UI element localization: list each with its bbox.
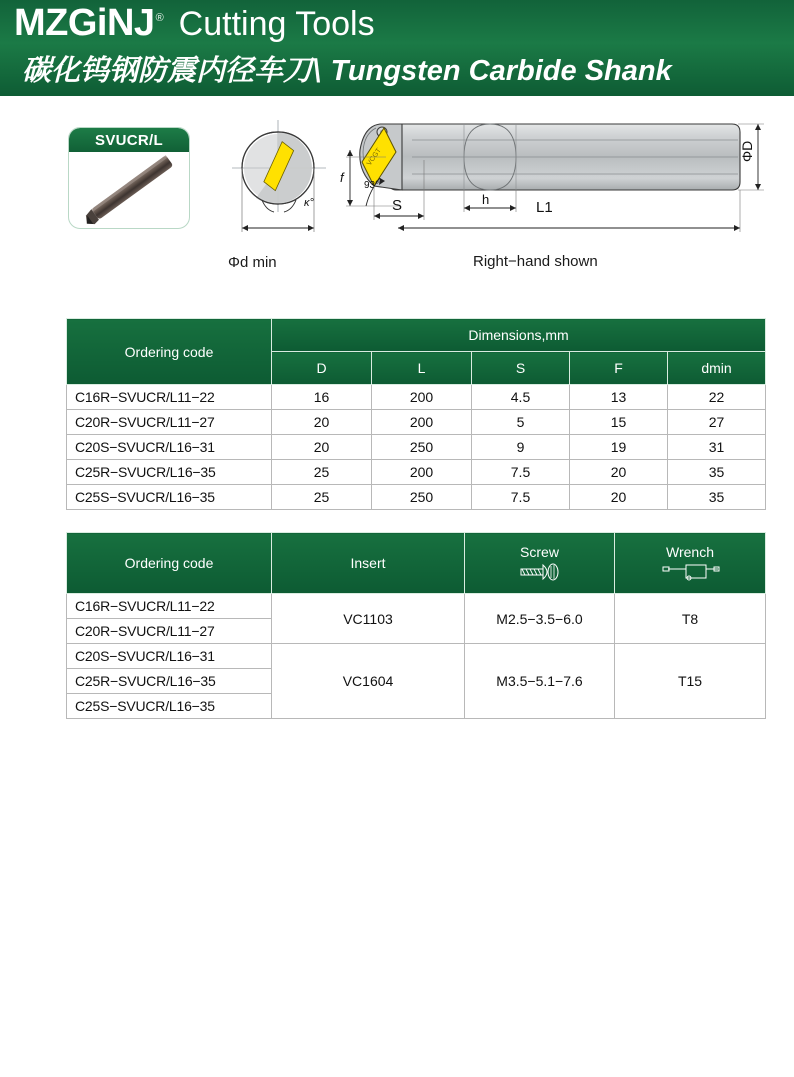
- table1-header-dimensions-group: Dimensions,mm: [272, 319, 766, 352]
- table1-cell-D: 20: [272, 435, 372, 460]
- table1-header-L: L: [372, 352, 472, 385]
- accessories-table: [66, 532, 766, 719]
- table1-header-dmin: dmin: [668, 352, 766, 385]
- table-row: [67, 644, 766, 669]
- table2-header-screw: [465, 533, 615, 594]
- product-series-label: SVUCR/L: [69, 128, 189, 152]
- wrench-icon: [658, 562, 722, 582]
- f-dimension-label: f: [340, 170, 344, 185]
- side-view-drawing: [340, 110, 786, 250]
- table1-header-D: D: [272, 352, 372, 385]
- table1-header-ordering-code: Ordering code: [67, 319, 272, 385]
- kappa-angle-label: κ°: [304, 197, 314, 209]
- table2-cell-code: C25R−SVUCR/L16−35: [67, 669, 272, 694]
- table1-cell-D: 16: [272, 385, 372, 410]
- D-dimension-label: ΦD: [739, 140, 755, 162]
- S-dimension-label: S: [392, 197, 403, 214]
- table-row: [67, 385, 766, 410]
- brand-logo: MZGiNJ: [14, 2, 155, 44]
- table2-header-ordering-code: Ordering code: [67, 533, 272, 594]
- table1-cell-F: 20: [570, 460, 668, 485]
- table1-cell-dmin: 35: [668, 485, 766, 510]
- angle-93-label: 93°: [364, 180, 380, 191]
- table1-header-F: F: [570, 352, 668, 385]
- table1-cell-dmin: 22: [668, 385, 766, 410]
- table1-cell-S: 4.5: [472, 385, 570, 410]
- table1-cell-F: 20: [570, 485, 668, 510]
- h-dimension-label: h: [482, 192, 490, 207]
- table2-cell-code: C20R−SVUCR/L11−27: [67, 619, 272, 644]
- table2-header-wrench-label: Wrench: [666, 544, 714, 560]
- registered-trademark-icon: ®: [155, 12, 164, 24]
- table1-cell-code: C25S−SVUCR/L16−35: [67, 485, 272, 510]
- table2-cell-screw: M3.5−5.1−7.6: [465, 644, 615, 719]
- svg-text:VCGT: VCGT: [365, 147, 383, 168]
- product-diagram-area: [0, 96, 794, 296]
- page-header-banner: [0, 0, 794, 96]
- L1-dimension-label: L1: [536, 199, 553, 216]
- header-subtitle-english: Tungsten Carbide Shank: [322, 55, 672, 87]
- table-row: [67, 410, 766, 435]
- table1-cell-L: 200: [372, 460, 472, 485]
- header-subtitle-chinese: 碳化钨钢防震内径车刀\: [22, 53, 323, 87]
- cross-section-caption: Φd min: [228, 254, 277, 271]
- side-view-caption: Right−hand shown: [473, 253, 598, 270]
- table2-header-insert: Insert: [272, 533, 465, 594]
- boring-bar-photo-icon: [69, 152, 187, 228]
- table-row: [67, 460, 766, 485]
- table2-cell-wrench: T15: [615, 644, 766, 719]
- table1-cell-L: 200: [372, 410, 472, 435]
- table2-header-screw-label: Screw: [520, 544, 559, 560]
- table1-cell-code: C20R−SVUCR/L11−27: [67, 410, 272, 435]
- table1-cell-D: 20: [272, 410, 372, 435]
- table1-cell-dmin: 27: [668, 410, 766, 435]
- table1-cell-code: C25R−SVUCR/L16−35: [67, 460, 272, 485]
- table1-cell-F: 15: [570, 410, 668, 435]
- table1-cell-S: 5: [472, 410, 570, 435]
- dimensions-table: [66, 318, 766, 510]
- table2-cell-insert: VC1604: [272, 644, 465, 719]
- table2-cell-insert: VC1103: [272, 594, 465, 644]
- table1-cell-D: 25: [272, 485, 372, 510]
- table2-cell-code: C25S−SVUCR/L16−35: [67, 694, 272, 719]
- cross-section-diagram: [222, 116, 334, 256]
- table1-cell-dmin: 31: [668, 435, 766, 460]
- product-photo: [69, 152, 189, 228]
- screw-icon: [513, 562, 567, 582]
- table1-cell-L: 200: [372, 385, 472, 410]
- table1-cell-L: 250: [372, 485, 472, 510]
- table1-cell-S: 9: [472, 435, 570, 460]
- table1-cell-code: C20S−SVUCR/L16−31: [67, 435, 272, 460]
- table1-cell-code: C16R−SVUCR/L11−22: [67, 385, 272, 410]
- header-tagline-english: Cutting Tools: [178, 5, 375, 43]
- table2-cell-wrench: T8: [615, 594, 766, 644]
- table1-cell-D: 25: [272, 460, 372, 485]
- table1-cell-S: 7.5: [472, 460, 570, 485]
- table1-cell-F: 19: [570, 435, 668, 460]
- header-title-line: [14, 2, 375, 45]
- table2-cell-code: C16R−SVUCR/L11−22: [67, 594, 272, 619]
- table1-cell-dmin: 35: [668, 460, 766, 485]
- table2-cell-code: C20S−SVUCR/L16−31: [67, 644, 272, 669]
- table-row: [67, 435, 766, 460]
- table-row: [67, 485, 766, 510]
- table2-cell-screw: M2.5−3.5−6.0: [465, 594, 615, 644]
- product-photo-card: [68, 127, 190, 229]
- table2-header-wrench: [615, 533, 766, 594]
- table1-cell-S: 7.5: [472, 485, 570, 510]
- table1-cell-L: 250: [372, 435, 472, 460]
- header-subtitle-line: [22, 48, 672, 89]
- table-row: [67, 594, 766, 619]
- table1-cell-F: 13: [570, 385, 668, 410]
- table1-header-S: S: [472, 352, 570, 385]
